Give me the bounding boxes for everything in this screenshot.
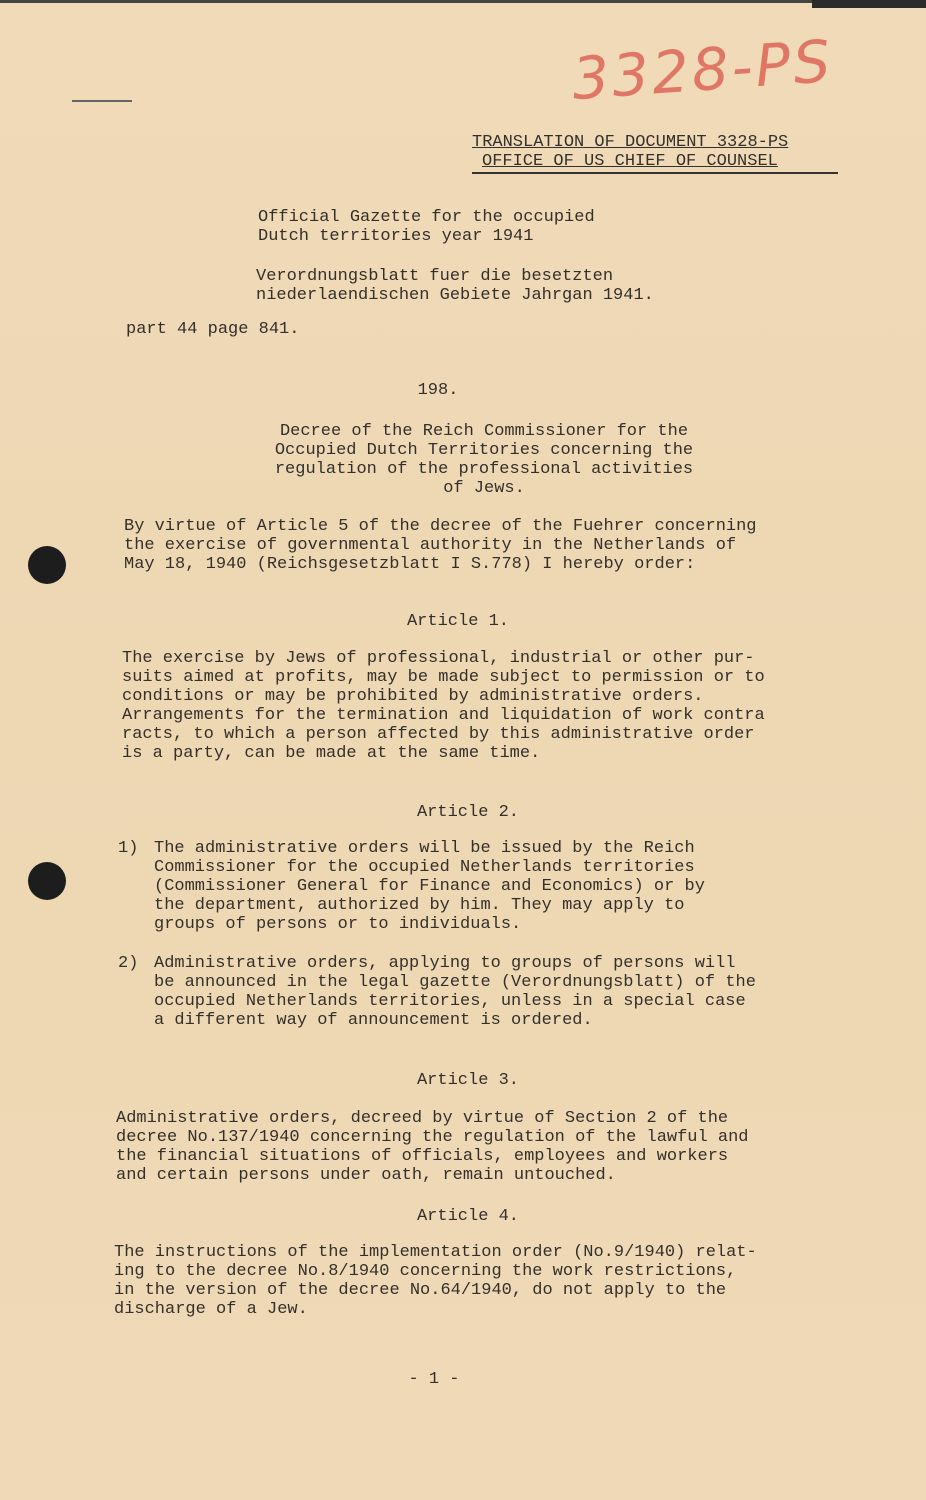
article-1-line: is a party, can be made at the same time.	[122, 744, 541, 763]
article-2-para-2-line: Administrative orders, applying to groups of persons will	[154, 954, 736, 973]
article-2-para-1-number: 1)	[118, 839, 139, 858]
article-4-line: discharge of a Jew.	[114, 1300, 308, 1319]
article-4-line: ing to the decree No.8/1940 concerning the work restrictions,	[114, 1262, 737, 1281]
header-rule	[472, 172, 838, 174]
decree-number: 198.	[417, 381, 459, 400]
article-2-para-1-line: The administrative orders will be issued by the Reich	[154, 839, 695, 858]
article-3-line: decree No.137/1940 concerning the regulation of the lawful and	[116, 1128, 749, 1147]
article-2-para-1-line: (Commissioner General for Finance and Economics) or by	[154, 877, 705, 896]
punch-hole-upper	[28, 546, 66, 584]
article-2-para-1-line: the department, authorized by him. They may apply to	[154, 896, 685, 915]
article-1-line: Arrangements for the termination and liquidation of work contra	[122, 706, 765, 725]
article-3-line: and certain persons under oath, remain untouched.	[116, 1166, 616, 1185]
decree-title-line: regulation of the professional activities	[274, 460, 694, 479]
gazette-english-line1: Official Gazette for the occupied	[258, 208, 595, 227]
article-2-para-2-line: a different way of announcement is ordered.	[154, 1011, 593, 1030]
decree-title-line: Decree of the Reich Commissioner for the	[279, 422, 689, 441]
article-2-heading: Article 2.	[416, 803, 520, 822]
article-4-line: in the version of the decree No.64/1940, do not apply to the	[114, 1281, 727, 1300]
article-1-line: conditions or may be prohibited by administrative orders.	[122, 687, 704, 706]
article-1-line: suits aimed at profits, may be made subject to permission or to	[122, 668, 765, 687]
gazette-german-line1: Verordnungsblatt fuer die besetzten	[256, 267, 614, 286]
article-2-para-2-line: occupied Netherlands territories, unless in a special case	[154, 992, 746, 1011]
preamble-line: May 18, 1940 (Reichsgesetzblatt I S.778) I hereby order:	[124, 555, 696, 574]
article-2-para-2-line: be announced in the legal gazette (Verordnungsblatt) of the	[154, 973, 756, 992]
decree-title-line: Occupied Dutch Territories concerning the	[274, 441, 694, 460]
preamble-line: By virtue of Article 5 of the decree of the Fuehrer concerning	[124, 517, 757, 536]
gazette-english-line2: Dutch territories year 1941	[258, 227, 534, 246]
article-1-line: The exercise by Jews of professional, industrial or other pur-	[122, 649, 755, 668]
article-1-heading: Article 1.	[406, 612, 510, 631]
article-3-heading: Article 3.	[416, 1071, 520, 1090]
article-2-para-2-number: 2)	[118, 954, 139, 973]
article-3-line: the financial situations of officials, employees and workers	[116, 1147, 729, 1166]
part-page-reference: part 44 page 841.	[126, 320, 300, 339]
translation-header: TRANSLATION OF DOCUMENT 3328-PS	[472, 133, 789, 152]
article-3-line: Administrative orders, decreed by virtue of Section 2 of the	[116, 1109, 729, 1128]
pencil-mark	[72, 100, 132, 102]
punch-hole-lower	[28, 862, 66, 900]
preamble-line: the exercise of governmental authority in the Netherlands of	[124, 536, 737, 555]
office-header: OFFICE OF US CHIEF OF COUNSEL	[482, 152, 778, 171]
corner-tab-mark	[812, 0, 926, 8]
gazette-german-line2: niederlaendischen Gebiete Jahrgan 1941.	[256, 286, 654, 305]
handwritten-document-number: 3328-PS	[569, 26, 836, 114]
decree-title-line: of Jews.	[443, 479, 525, 498]
top-edge-line	[0, 0, 926, 3]
article-2-para-1-line: groups of persons or to individuals.	[154, 915, 522, 934]
page-number: - 1 -	[408, 1370, 460, 1389]
article-4-line: The instructions of the implementation order (No.9/1940) relat-	[114, 1243, 757, 1262]
article-4-heading: Article 4.	[416, 1207, 520, 1226]
article-2-para-1-line: Commissioner for the occupied Netherlands territories	[154, 858, 695, 877]
article-1-line: racts, to which a person affected by this administrative order	[122, 725, 755, 744]
